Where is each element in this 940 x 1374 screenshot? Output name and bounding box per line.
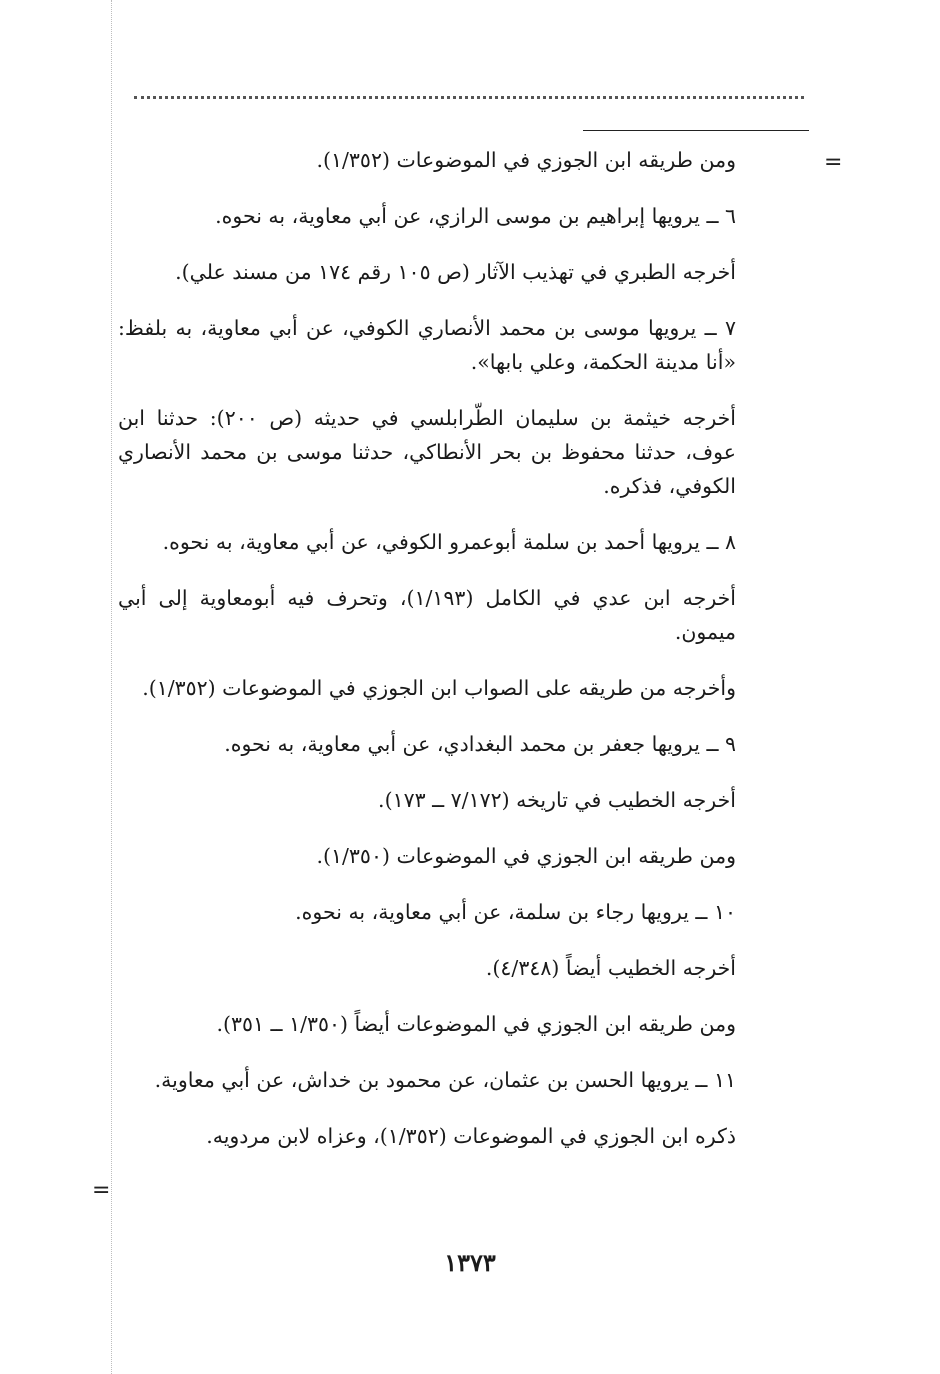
page-trim-line <box>111 0 112 1374</box>
paragraph: ومن طريقه ابن الجوزي في الموضوعات (١/٣٥٠). <box>316 844 736 868</box>
page-number: ١٣٧٣ <box>444 1248 496 1277</box>
continuation-mark-top: = <box>824 150 843 175</box>
paragraph: ذكره ابن الجوزي في الموضوعات (١/٣٥٢)، وعزاه لابن مردويه. <box>206 1124 736 1148</box>
paragraph: أخرجه خيثمة بن سليمان الطّرابلسي في حديثه (ص ٢٠٠): حدثنا ابن عوف، حدثنا محفوظ بن بحر الأنطاكي، حدثنا موسى بن محمد الأنصاري الكوفي، فذكره. <box>118 406 736 498</box>
paragraph: ومن طريقه ابن الجوزي في الموضوعات (١/٣٥٢). <box>316 148 736 172</box>
paragraph: أخرجه الخطيب أيضاً (٤/٣٤٨). <box>485 956 736 980</box>
paragraph: ومن طريقه ابن الجوزي في الموضوعات أيضاً (١/٣٥٠ ــ ٣٥١). <box>216 1012 736 1036</box>
dotted-separator <box>134 96 804 99</box>
paragraph: ٩ ــ يرويها جعفر بن محمد البغدادي، عن أبي معاوية، به نحوه. <box>224 732 736 756</box>
continuation-mark-bottom: = <box>92 1178 111 1203</box>
paragraph: ٨ ــ يرويها أحمد بن سلمة أبوعمرو الكوفي، عن أبي معاوية، به نحوه. <box>162 530 736 554</box>
paragraph: ٦ ــ يرويها إبراهيم بن موسى الرازي، عن أبي معاوية، به نحوه. <box>215 204 736 228</box>
paragraph: ٧ ــ يرويها موسى بن محمد الأنصاري الكوفي، عن أبي معاوية، به بلفظ: «أنا مدينة الحكمة، وعلي بابها». <box>118 316 736 374</box>
paragraph: ١٠ ــ يرويها رجاء بن سلمة، عن أبي معاوية، به نحوه. <box>295 900 736 924</box>
paragraph: ١١ ــ يرويها الحسن بن عثمان، عن محمود بن خداش، عن أبي معاوية. <box>154 1068 736 1092</box>
footnote-rule <box>583 130 809 131</box>
paragraph: أخرجه الخطيب في تاريخه (٧/١٧٢ ــ ١٧٣). <box>378 788 736 812</box>
paragraph: أخرجه ابن عدي في الكامل (١/١٩٣)، وتحرف فيه أبومعاوية إلى أبي ميمون. <box>118 586 736 644</box>
paragraph: وأخرجه من طريقه على الصواب ابن الجوزي في الموضوعات (١/٣٥٢). <box>142 676 736 700</box>
footnote-text <box>118 143 736 1175</box>
paragraph: أخرجه الطبري في تهذيب الآثار (ص ١٠٥ رقم ١٧٤ من مسند علي). <box>175 260 736 284</box>
